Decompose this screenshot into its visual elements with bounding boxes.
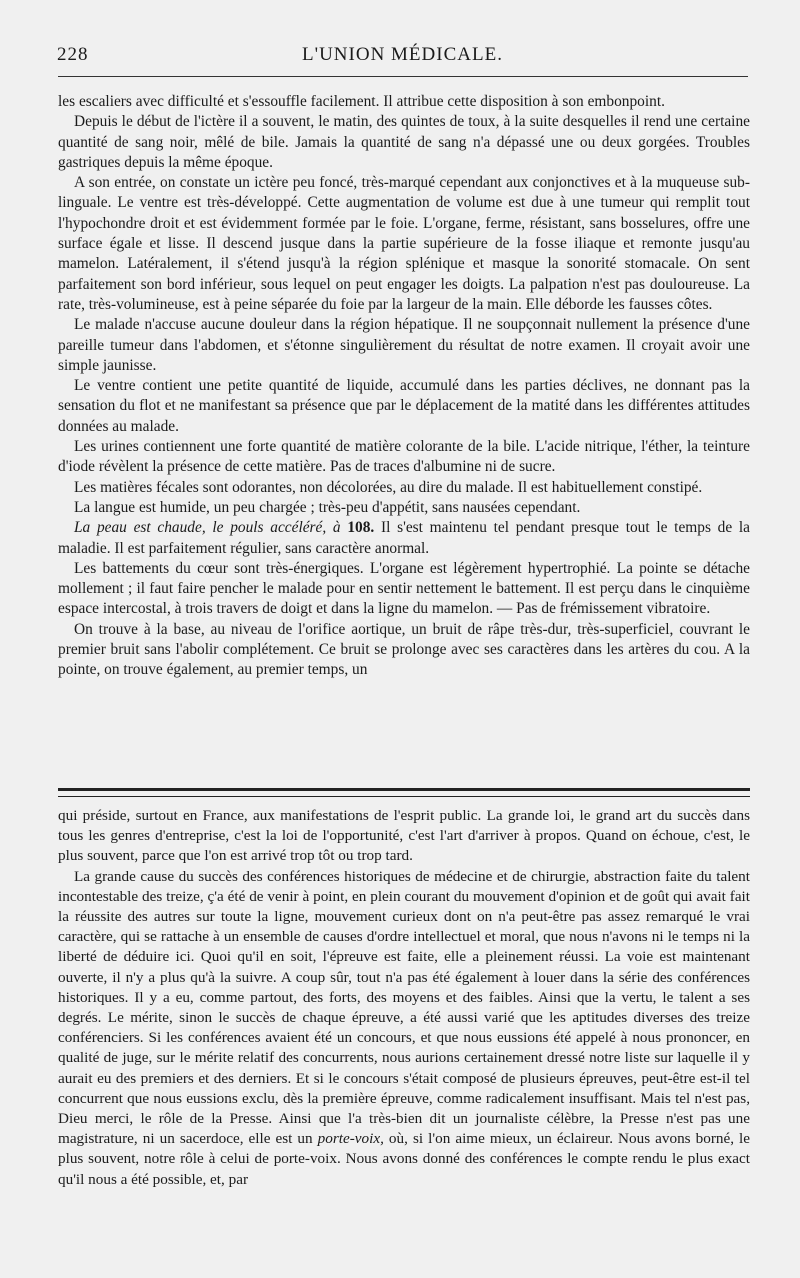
paragraph: Les urines contiennent une forte quantité de matière colorante de la bile. L'acide nitrique, l'éther, la teinture d'iode révèlent la présence de cette matière. Pas de traces d'albumine ni de sucre. (58, 438, 750, 476)
paragraph: les escaliers avec difficulté et s'essouffle facilement. Il attribue cette disposition à son embonpoint. (58, 93, 665, 110)
pulse-rest-text: Il s'est maintenu tel pendant presque tout le temps de la maladie. Il est parfaitement régulier, sans caractère anormal. (58, 519, 750, 557)
paragraph: Depuis le début de l'ictère il a souvent, le matin, des quintes de toux, à la suite desquelles il rend une certaine quantité de sang noir, mêlé de bile. Jamais la quantité de sang n'a dépassé une ou deux gorgées. Troubles gastriques depuis la même époque. (58, 113, 750, 171)
paragraph (58, 867, 750, 1190)
paragraph: qui préside, surtout en France, aux manifestations de l'esprit public. La grande loi, le grand art du succès dans tous les genres d'entreprise, c'est la loi de l'opportunité, c'est l'art d'arriver à propos. Quand on échoue, c'est, le plus souvent, parce que l'on est arrivé trop tôt ou trop tard. (58, 807, 750, 865)
clinical-observation-column (58, 92, 750, 681)
feuilleton-column (58, 806, 750, 1190)
paragraph: Le ventre contient une petite quantité de liquide, accumulé dans les parties déclives, ne donnant pas la sensation du flot et ne manifestant sa présence que par le déplacement de la matité dans les différentes attitudes données au malade. (58, 377, 750, 435)
pulse-paragraph (58, 518, 750, 559)
pulse-value: 108. (347, 519, 375, 537)
journal-title: L'UNION MÉDICALE. (302, 44, 503, 65)
page-number: 228 (57, 44, 89, 65)
paragraph: Les battements du cœur sont très-énergiques. L'organe est légèrement hypertrophié. La pointe se détache mollement ; il faut faire pencher le malade pour en sentir nettement le battement. Il est perçu dans le cinquième espace intercostal, à trois travers de doigt et dans la ligne du mamelon. — Pas de frémissement vibratoire. (58, 559, 750, 618)
header-rule (58, 76, 748, 77)
page-header (55, 44, 750, 74)
paragraph: La langue est humide, un peu chargée ; très-peu d'appétit, sans nausées cependant. (74, 498, 581, 516)
paragraph: Les matières fécales sont odorantes, non décolorées, au dire du malade. Il est habituellement constipé. (74, 478, 703, 496)
feuilleton-separator (58, 788, 750, 797)
paragraph: Le malade n'accuse aucune douleur dans la région hépatique. Il ne soupçonnait nullement la présence d'une pareille tumeur dans l'abdomen, et s'étonne singulièrement du résultat de notre examen. Il croyait avoir une simple jaunisse. (58, 316, 750, 374)
paragraph-text: La grande cause du succès des conférences historiques de médecine et de chirurgie, abstraction faite du talent incontestable des treize, ç'a été de venir à point, en plein courant du mouvement d'opinion et de goût qui avait fait la réussite des autres sur toute la ligne, mouvement curieux dont on n'a peut-être pas assez remarqué le vrai caractère, qui se rattache à un ensemble de causes d'ordre intellectuel et moral, que nous n'avons ni le temps ni la liberté de déduire ici. Quoi qu'il en soit, l'épreuve est faite, elle a pleinement réussi. La voie est maintenant ouverte, il n'y a plus qu'à la suivre. A coup sûr, tout n'a pas été également à louer dans la série des conférences historiques. Il y a eu, comme partout, des forts, des moyens et des faibles. Ainsi que la vertu, le talent a ses degrés. Le mérite, sinon le succès de chaque épreuve, a été aussi varié que les aptitudes diverses des treize conférenciers. Si les conférences avaient été un concours, et que nous eussions été appelé à nous prononcer, en qualité de juge, sur le mérite relatif des concurrents, nous aurions certainement dressé notre liste sur laquelle il y aurait eu des premiers et des derniers. Et si le concours s'était composé de plusieurs épreuves, peut-être est-il tel concurrent que nous eussions exclu, dès la première épreuve, comme radicalement insuffisant. Mais tel n'est pas, Dieu merci, le rôle de la Presse. Ainsi que l'a très-bien dit un journaliste célèbre, la Presse n'est pas une magistrature, ni un sacerdoce, elle est un (58, 867, 750, 1148)
pulse-italic-text: La peau est chaude, le pouls accéléré, à (74, 519, 341, 537)
paragraph: On trouve à la base, au niveau de l'orifice aortique, un bruit de râpe très-dur, très-superficiel, couvrant le premier bruit sans l'abolir complétement. Ce bruit se prolonge avec ses caractères dans les artères du cou. A la pointe, on trouve également, au premier temps, un (58, 620, 750, 679)
italic-word: porte-voix, (317, 1130, 384, 1148)
paragraph: A son entrée, on constate un ictère peu foncé, très-marqué cependant aux conjonctives et à la muqueuse sub-linguale. Le ventre est très-développé. Cette augmentation de volume est due à une tumeur qui remplit tout l'hypochondre droit et est évidemment formée par le foie. L'organe, ferme, résistant, sans bosselures, offre une surface égale et lisse. Il descend jusque dans la partie supérieure de la fosse iliaque et remonte jusqu'au mamelon. Latéralement, il s'étend jusqu'à la région splénique et masque la sonorité stomacale. On sent parfaitement son bord inférieur, sous lequel on peut engager les doigts. La palpation n'est pas douloureuse. La rate, très-volumineuse, est à peine séparée du foie par la largeur de la main. Elle déborde les fausses côtes. (58, 174, 750, 313)
paragraph-tail: où, si l'on aime mieux, un éclaireur. Nous avons borné, le plus souvent, notre rôle à celui de porte-voix. Nous avons donné des conférences le compte rendu le plus exact qu'il nous a été possible, et, par (58, 1130, 751, 1188)
